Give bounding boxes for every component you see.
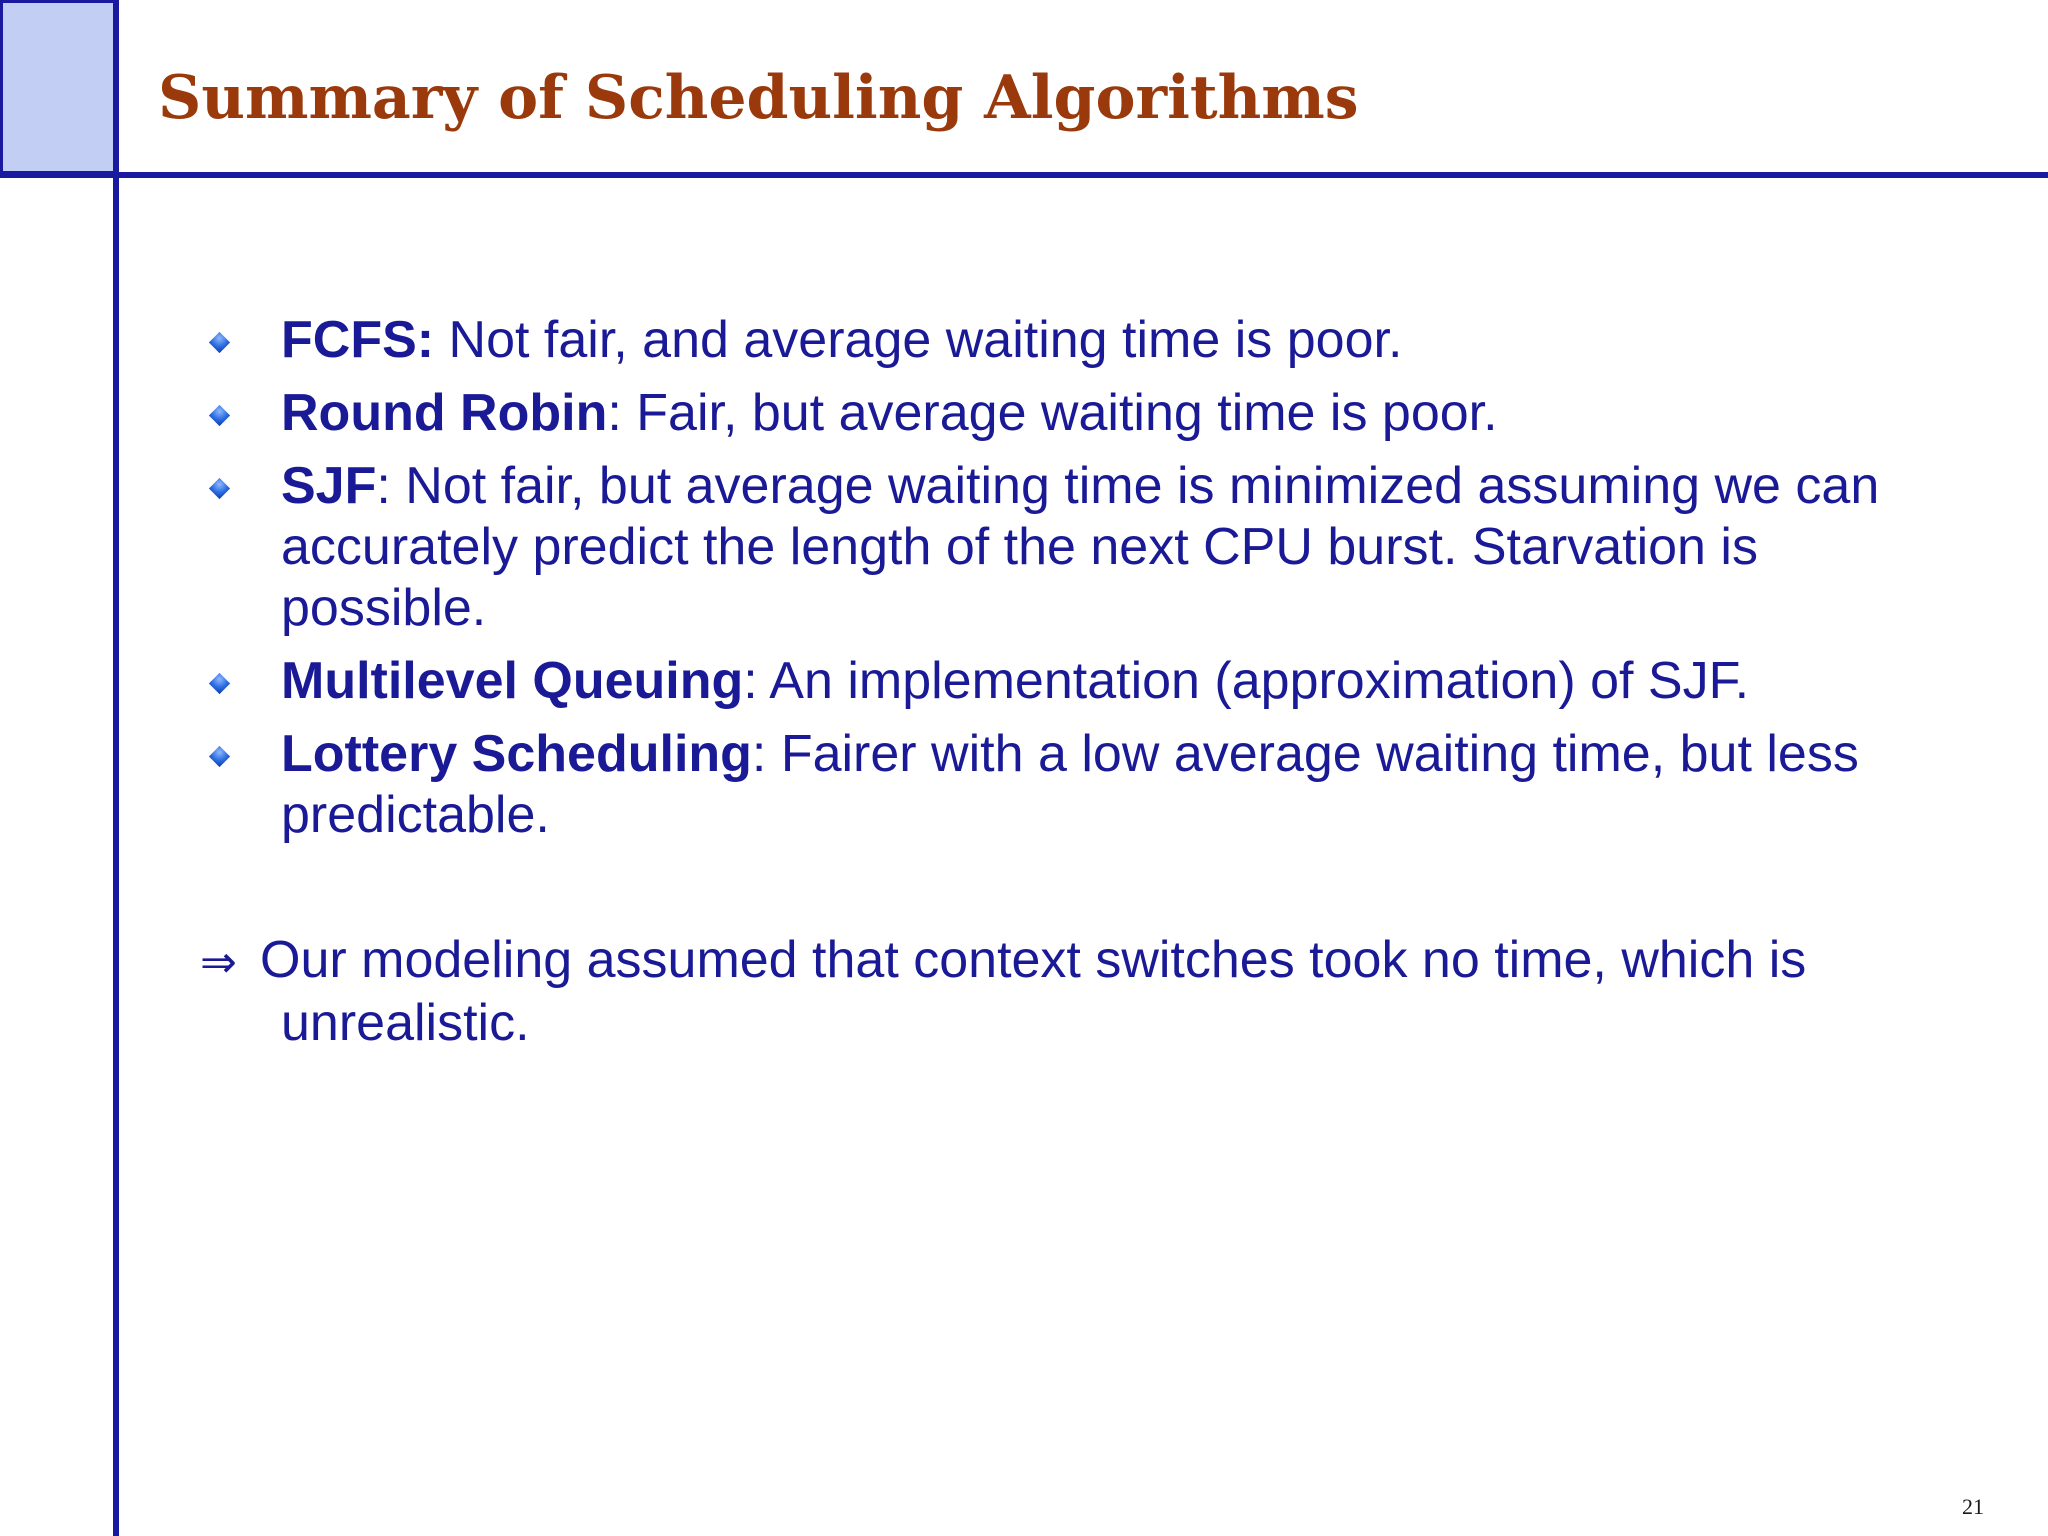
bullet-text: : Fairer with a low average waiting time, but less predictable.	[281, 725, 1859, 844]
bullet-text: : Fair, but average waiting time is poor.	[607, 384, 1498, 442]
bullet-text: Not fair, and average waiting time is poor.	[434, 311, 1403, 369]
list-item-sjf	[200, 456, 1940, 639]
implies-arrow-icon: ⇒	[200, 937, 237, 988]
corner-decoration	[0, 0, 116, 174]
list-item-lottery-scheduling	[200, 724, 1940, 846]
bullet-list	[200, 310, 1940, 858]
conclusion-text: Our modeling assumed that context switches took no time, which is unrealistic.	[260, 931, 1807, 1052]
diamond-bullet-icon	[209, 746, 230, 767]
list-item-round-robin	[200, 383, 1940, 444]
diamond-bullet-icon	[209, 332, 230, 353]
horizontal-divider	[0, 172, 2048, 178]
bullet-text: : Not fair, but average waiting time is minimized assuming we can accurately predict the length of the next CPU burst. Starvation is possible.	[281, 457, 1880, 637]
bullet-term: Multilevel Queuing	[281, 652, 744, 710]
page-number: 21	[1962, 1494, 1984, 1519]
bullet-term: FCFS:	[281, 311, 435, 369]
diamond-bullet-icon	[209, 673, 230, 694]
conclusion-statement	[200, 930, 2001, 1054]
bullet-term: SJF	[281, 457, 377, 515]
bullet-text: : An implementation (approximation) of SJF.	[743, 652, 1750, 710]
bullet-term: Lottery Scheduling	[281, 725, 752, 783]
diamond-bullet-icon	[209, 478, 230, 499]
diamond-bullet-icon	[209, 405, 230, 426]
vertical-divider	[113, 0, 119, 1536]
list-item-multilevel-queuing	[200, 651, 1940, 712]
bullet-term: Round Robin	[281, 384, 608, 442]
list-item-fcfs	[200, 310, 1940, 371]
slide-title: Summary of Scheduling Algorithms	[158, 63, 1359, 133]
